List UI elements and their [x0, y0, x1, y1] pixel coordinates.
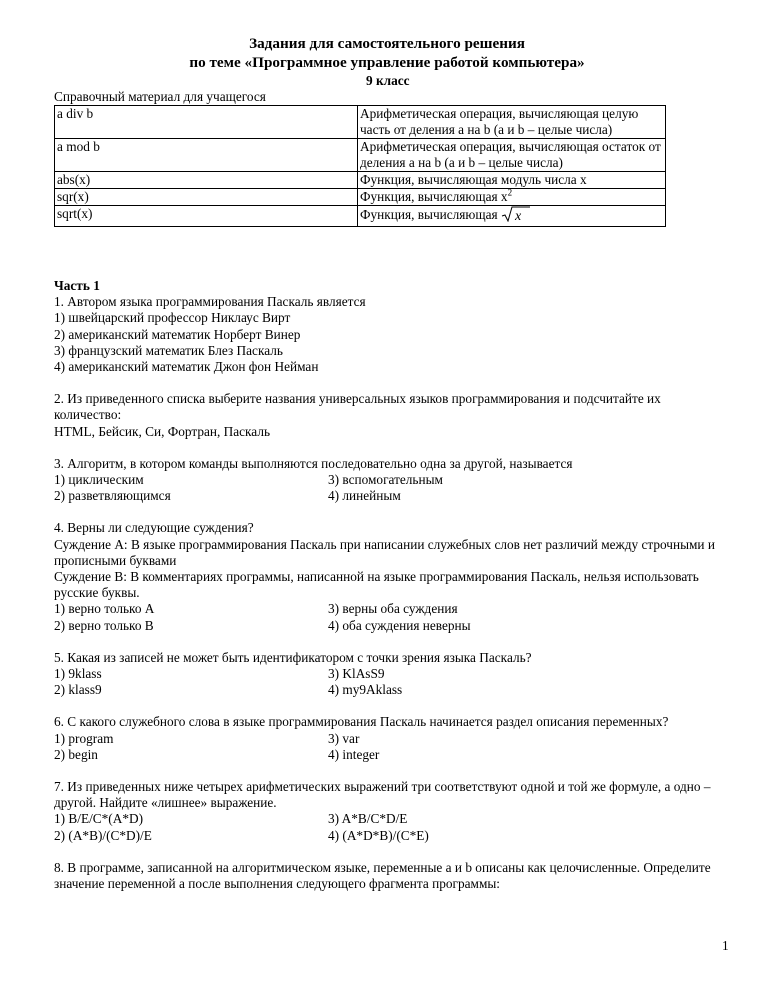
reference-label: Справочный материал для учащегося — [54, 89, 266, 104]
question-6: 6. С какого служебного слова в языке программирования Паскаль начинается раздел описания переменных? — [54, 714, 669, 730]
question-4: 4. Верны ли следующие суждения? — [54, 520, 254, 536]
statement-a: Суждение А: В языке программирования Паскаль при написании служебных слов нет различий между строчными и прописными буквами — [54, 536, 715, 568]
question-1: 1. Автором языка программирования Паскаль является — [54, 294, 366, 310]
option: 4) (A*D*B)/(C*E) — [328, 827, 429, 843]
desc-cell — [358, 206, 666, 227]
option: 1) швейцарский профессор Никлаус Вирт — [54, 310, 291, 326]
option: 3) KlAsS9 — [328, 666, 385, 682]
table-row — [55, 139, 666, 172]
title-line-1: Задания для самостоятельного решения — [249, 35, 525, 52]
superscript: 2 — [507, 187, 513, 198]
statement-b: Суждение В: В комментариях программы, написанной на языке программирования Паскаль, нельзя использовать русские буквы. — [54, 569, 699, 601]
desc-cell: Функция, вычисляющая модуль числа x — [358, 172, 666, 189]
reference-table — [54, 105, 666, 227]
title-line-2: по теме «Программное управление работой компьютера» — [189, 54, 585, 71]
option: 2) верно только В — [54, 617, 154, 633]
term-cell: abs(x) — [55, 172, 358, 189]
option: 1) циклическим — [54, 472, 144, 488]
question-3: 3. Алгоритм, в котором команды выполняются последовательно одна за другой, называется — [54, 455, 573, 471]
table-row — [55, 172, 666, 189]
option: 3) французский математик Блез Паскаль — [54, 342, 283, 358]
sqrt-var: x — [514, 209, 522, 222]
sqrt-symbol-icon — [501, 206, 531, 226]
part-heading: Часть 1 — [54, 278, 100, 293]
option: 3) A*B/C*D/E — [328, 811, 408, 827]
term-cell: a mod b — [55, 139, 358, 172]
question-7: 7. Из приведенных ниже четырех арифметических выражений три соответствуют одной и той же формуле, а одно – другой. Найдите «лишнее» выражение. — [54, 779, 711, 811]
question-8: 8. В программе, записанной на алгоритмическом языке, переменные a и b описаны как целочисленные. Определите значение переменной a после выполнения следующего фрагмента программы: — [54, 859, 711, 892]
desc-cell: Арифметическая операция, вычисляющая целую часть от деления a на b (a и b – целые числа) — [358, 106, 666, 139]
desc-text: Функция, вычисляющая — [360, 207, 498, 223]
term-cell: a div b — [55, 106, 358, 139]
page-number: 1 — [722, 938, 729, 953]
term-cell: sqr(x) — [55, 189, 358, 206]
option: 4) integer — [328, 746, 380, 762]
option: 1) 9klass — [54, 666, 102, 682]
option: 4) my9Aklass — [328, 682, 403, 698]
term-cell: sqrt(x) — [55, 206, 358, 227]
question-2: 2. Из приведенного списка выберите названия универсальных языков программирования и подсчитайте их количество: — [54, 391, 661, 423]
page-header — [54, 34, 720, 72]
option: 1) B/E/C*(A*D) — [54, 811, 144, 827]
language-list: HTML, Бейсик, Си, Фортран, Паскаль — [54, 423, 271, 439]
desc-text: Функция, вычисляющая x — [360, 189, 508, 204]
option: 2) американский математик Норберт Винер — [54, 326, 301, 342]
option: 4) оба суждения неверны — [328, 617, 471, 633]
grade-label: 9 класс — [366, 73, 410, 88]
option: 2) (A*B)/(C*D)/E — [54, 827, 152, 843]
option: 4) американский математик Джон фон Нейман — [54, 359, 319, 375]
question-5: 5. Какая из записей не может быть идентификатором с точки зрения языка Паскаль? — [54, 649, 532, 665]
part1 — [54, 278, 720, 892]
option: 1) program — [54, 730, 114, 746]
desc-cell: Арифметическая операция, вычисляющая остаток от деления a на b (a и b – целые числа) — [358, 139, 666, 172]
option: 2) разветвляющимся — [54, 488, 171, 504]
table-row — [55, 106, 666, 139]
option: 3) вспомогательным — [328, 472, 443, 488]
option: 4) линейным — [328, 488, 401, 504]
option: 3) var — [328, 730, 360, 746]
option: 2) klass9 — [54, 682, 102, 698]
table-row — [55, 206, 666, 227]
desc-cell — [358, 189, 666, 206]
option: 1) верно только А — [54, 601, 155, 617]
option: 3) верны оба суждения — [328, 601, 458, 617]
table-row — [55, 189, 666, 206]
option: 2) begin — [54, 746, 98, 762]
